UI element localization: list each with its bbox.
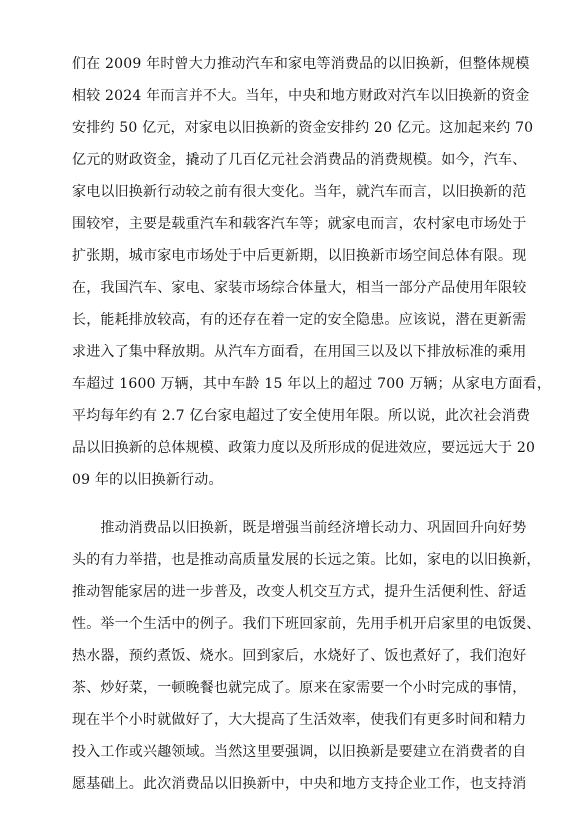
text-line: 围较窄，主要是载重汽车和载客汽车等；就家电而言，农村家电市场处于 — [72, 216, 527, 232]
text-line: 投入工作或兴趣领域。当然这里要强调，以旧换新是要建立在消费者的自 — [72, 744, 527, 760]
text-line: 头的有力举措，也是推动高质量发展的长远之策。比如，家电的以旧换新， — [72, 552, 541, 568]
text-line: 求进入了集中释放期。从汽车方面看，在用国三以及以下排放标准的乘用 — [72, 344, 527, 360]
text-line: 在，我国汽车、家电、家装市场综合体量大，相当一部分产品使用年限较 — [72, 280, 527, 296]
text-line: 性。举一个生活中的例子。我们下班回家前，先用手机开启家里的电饭煲、 — [72, 616, 541, 632]
paragraph-1 — [72, 48, 552, 496]
text-line: 推动智能家居的进一步普及，改变人机交互方式，提升生活便利性、舒适 — [72, 584, 527, 600]
text-line: 长，能耗排放较高，有的还存在着一定的安全隐患。应该说，潜在更新需 — [72, 312, 527, 328]
text-line: 扩张期，城市家电市场处于中后更新期，以旧换新市场空间总体有限。现 — [72, 248, 527, 264]
text-line: 推动消费品以旧换新，既是增强当前经济增长动力、巩固回升向好势 — [72, 520, 527, 536]
text-line: 愿基础上。此次消费品以旧换新中，中央和地方支持企业工作，也支持消 — [72, 776, 527, 792]
text-line: 家电以旧换新行动较之前有很大变化。当年，就汽车而言，以旧换新的范 — [72, 184, 527, 200]
text-line: 安排约 50 亿元，对家电以旧换新的资金安排约 20 亿元。这加起来约 70 — [72, 120, 534, 136]
text-line: 09 年的以旧换新行动。 — [72, 472, 223, 488]
text-line: 车超过 1600 万辆，其中车龄 15 年以上的超过 700 万辆；从家电方面看， — [72, 376, 552, 392]
paragraph-2 — [72, 512, 541, 800]
text-line: 们在 2009 年时曾大力推动汽车和家电等消费品的以旧换新，但整体规模 — [72, 56, 530, 72]
text-line: 品以旧换新的总体规模、政策力度以及所形成的促进效应，要远远大于 20 — [72, 440, 536, 456]
text-line: 现在半个小时就做好了，大大提高了生活效率，使我们有更多时间和精力 — [72, 712, 527, 728]
text-line: 相较 2024 年而言并不大。当年，中央和地方财政对汽车以旧换新的资金 — [72, 88, 530, 104]
text-line: 亿元的财政资金，撬动了几百亿元社会消费品的消费规模。如今，汽车、 — [72, 152, 527, 168]
text-line: 平均每年约有 2.7 亿台家电超过了安全使用年限。所以说，此次社会消费 — [72, 408, 531, 424]
text-line: 热水器，预约煮饭、烧水。回到家后，水烧好了、饭也煮好了，我们泡好 — [72, 648, 527, 664]
text-line: 茶、炒好菜，一顿晚餐也就完成了。原来在家需要一个小时完成的事情， — [72, 680, 527, 696]
